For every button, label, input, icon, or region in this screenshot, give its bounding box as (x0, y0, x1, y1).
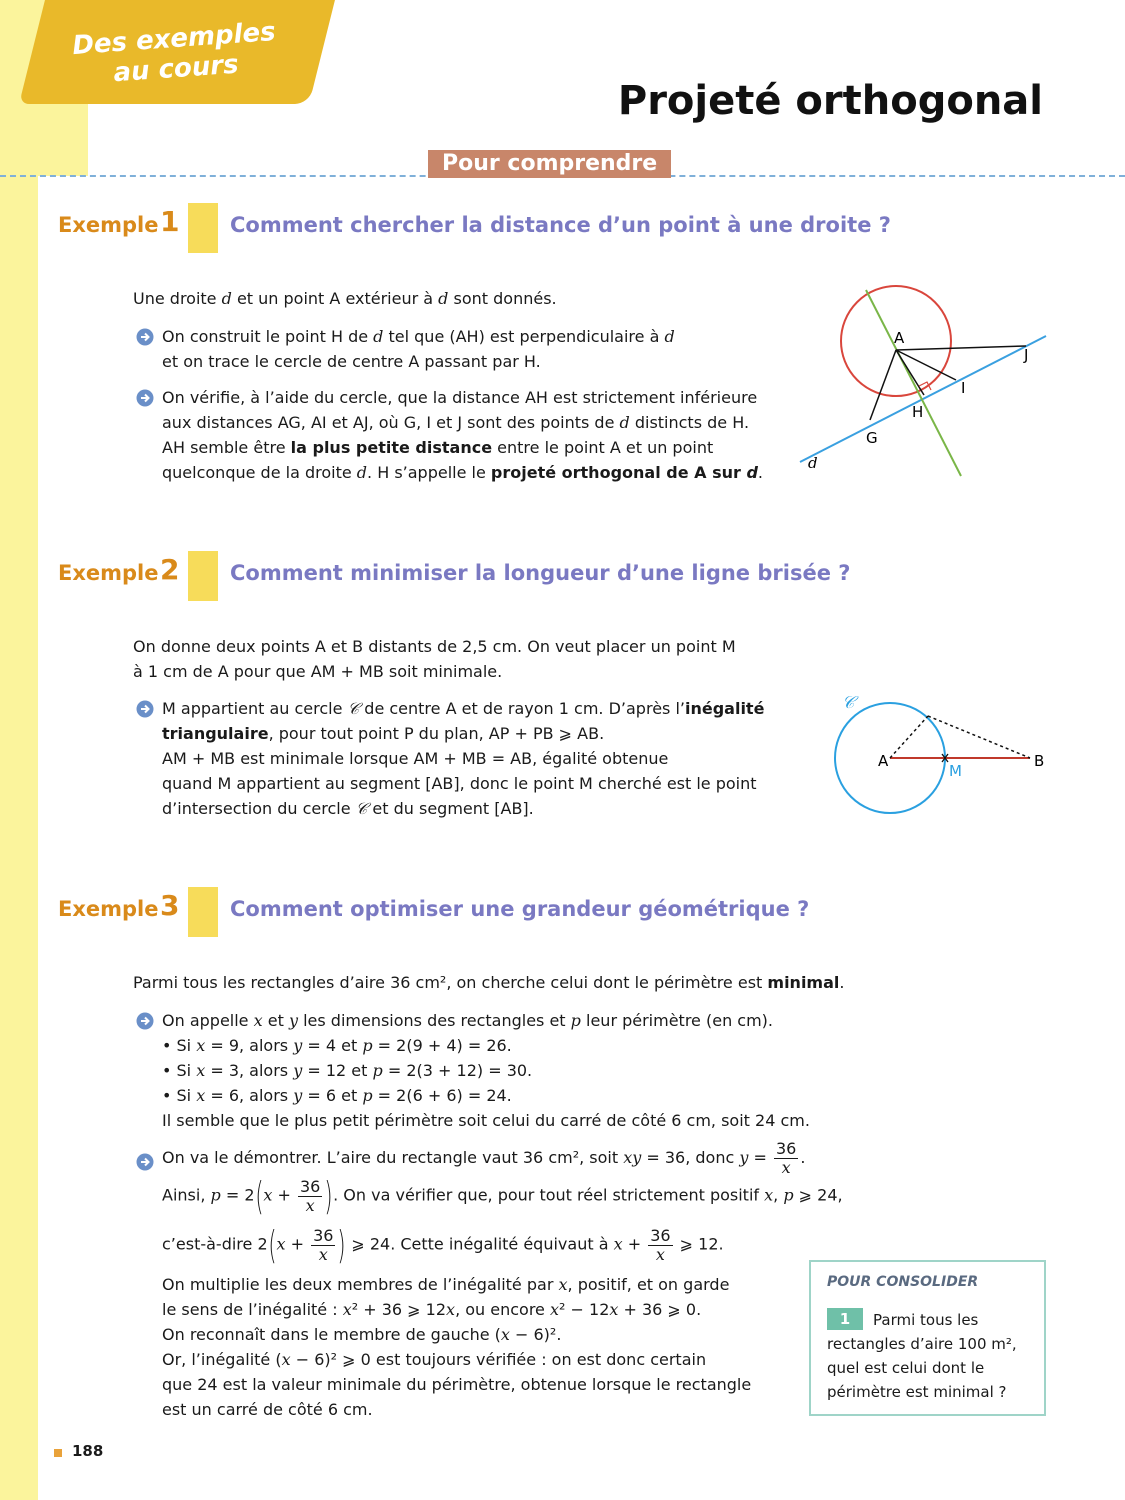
example-marker (188, 887, 218, 937)
label-B: B (1034, 752, 1045, 770)
segment-AJ (896, 346, 1026, 350)
example-title: Comment optimiser une grandeur géométrique ? (230, 897, 810, 921)
example-1-intro: Une droite d et un point A extérieur à d sont donnés. (133, 289, 557, 308)
label-G: G (866, 429, 878, 447)
example-title: Comment chercher la distance d’un point à une droite ? (230, 213, 891, 237)
example-number: 1 (160, 205, 180, 238)
tag-line-2: au cours (112, 49, 240, 89)
example-3-bullet-1: On appelle x et y les dimensions des rectangles et p leur périmètre (en cm). • Si x = 9, alors y = 4 et p = 2(9 + 4) = 26. • Si x = 3, alors y = 12 et p = 2(3 + 12) = 30. • Si x = 6, alors y = 6 et p = 2(6 + 6) = 24. Il semble que le plus petit périmètre soit celui du carré de côté 6 cm, soit 24 cm. (162, 1011, 810, 1130)
example-marker (188, 203, 218, 253)
fraction: $\frac{36}{x}$ (650, 1225, 671, 1264)
fraction: $\frac{36}{x}$ (313, 1225, 334, 1264)
arrow-bullet-icon (136, 1153, 154, 1171)
label-J: J (1024, 346, 1029, 364)
example-1-header (58, 203, 1058, 253)
example-2-bullet-1: M appartient au cercle 𝒞 de centre A et de rayon 1 cm. D’après l’inégalité triangulaire, pour tout point P du plan, AP + PB ⩾ AB. AM + MB est minimale lorsque AM + MB = AB, égalité obtenue quand M appartient au segment [AB], donc le point M cherché est le point d’intersection du cercle 𝒞 et du segment [AB]. (162, 699, 765, 818)
exercise-number-badge: 1 (827, 1308, 863, 1330)
example-number: 2 (160, 553, 180, 586)
label-C: 𝒞 (842, 693, 855, 713)
arrow-bullet-icon (136, 389, 154, 407)
example-2-header (58, 551, 1058, 601)
example-word: Exemple (58, 561, 159, 585)
dashed-AP (890, 716, 928, 758)
consolider-title: POUR CONSOLIDER (827, 1274, 979, 1290)
example-3-bullet-2-line-1: On va le démontrer. L’aire du rectangle vaut 36 cm², soit xy = 36, donc y = $\frac{36}{x}$ . (162, 1139, 806, 1177)
consolider-box (809, 1260, 1046, 1416)
example-number: 3 (160, 889, 180, 922)
example-marker (188, 551, 218, 601)
label-I: I (961, 379, 966, 397)
line-d (800, 336, 1046, 462)
example-title: Comment minimiser la longueur d’une ligne brisée ? (230, 561, 851, 585)
example-word: Exemple (58, 213, 159, 237)
example-3-bullet-2-rest: On multiplie les deux membres de l’inégalité par x, positif, et on garde le sens de l’inégalité : x² + 36 ⩾ 12x, ou encore x² − 12x + 36 ⩾ 0. On reconnaît dans le membre de gauche (x − 6)². Or, l’inégalité (x − 6)² ⩾ 0 est toujours vérifiée : on est donc certain que 24 est la valeur minimale du périmètre, obtenue lorsque le rectangle est un carré de côté 6 cm. (162, 1275, 752, 1419)
label-H: H (912, 403, 924, 421)
section-label: Pour comprendre (428, 150, 671, 178)
segment-AG (870, 350, 896, 420)
example-1-bullet-2: On vérifie, à l’aide du cercle, que la distance AH est strictement inférieure aux distances AG, AI et AJ, où G, I et J sont des points de d distincts de H. AH semble être la plus petite distance entre le point A et un point quelconque de la droite d. H s’appelle le projeté orthogonal de A sur d. (162, 388, 763, 482)
example-3-bullet-2-line-2: Ainsi, p = 2(x + $\frac{36}{x}$ ). On va vérifier que, pour tout réel strictement positif x, p ⩾ 24, (162, 1174, 843, 1218)
example-2-intro: On donne deux points A et B distants de 2,5 cm. On veut placer un point M à 1 cm de A pour que AM + MB soit minimale. (133, 637, 736, 681)
example-3-bullet-2-line-3: c’est-à-dire 2(x + $\frac{36}{x}$ ) ⩾ 24. Cette inégalité équivaut à x + $\frac{36}{x}$ ⩾ 12. (162, 1223, 724, 1267)
figure-projection (790, 280, 1060, 490)
consolider-text: Parmi tous les rectangles d’aire 100 m², quel est celui dont le périmètre est minimal ? (827, 1311, 1017, 1401)
dashed-PB (928, 716, 1030, 758)
fraction: $\frac{36}{x}$ (299, 1176, 321, 1215)
label-A: A (894, 329, 905, 347)
arrow-bullet-icon (136, 328, 154, 346)
label-A: A (878, 752, 889, 770)
example-3-intro: Parmi tous les rectangles d’aire 36 cm², on cherche celui dont le périmètre est minimal. (133, 973, 845, 992)
arrow-bullet-icon (136, 1012, 154, 1030)
example-word: Exemple (58, 897, 159, 921)
page-marker (54, 1449, 62, 1457)
arrow-bullet-icon (136, 700, 154, 718)
figure-broken-line (830, 690, 1060, 820)
label-M: M (949, 762, 962, 780)
example-1-bullet-1: On construit le point H de d tel que (AH) est perpendiculaire à d et on trace le cercle de centre A passant par H. (162, 327, 675, 371)
tag-line-1: Des exemples (71, 16, 277, 62)
page-title: Projeté orthogonal (617, 78, 1043, 124)
label-d: d (808, 454, 818, 472)
example-3-header (58, 887, 1058, 937)
fraction: $\frac{36}{x}$ (775, 1139, 797, 1177)
page-number: 188 (72, 1442, 104, 1460)
